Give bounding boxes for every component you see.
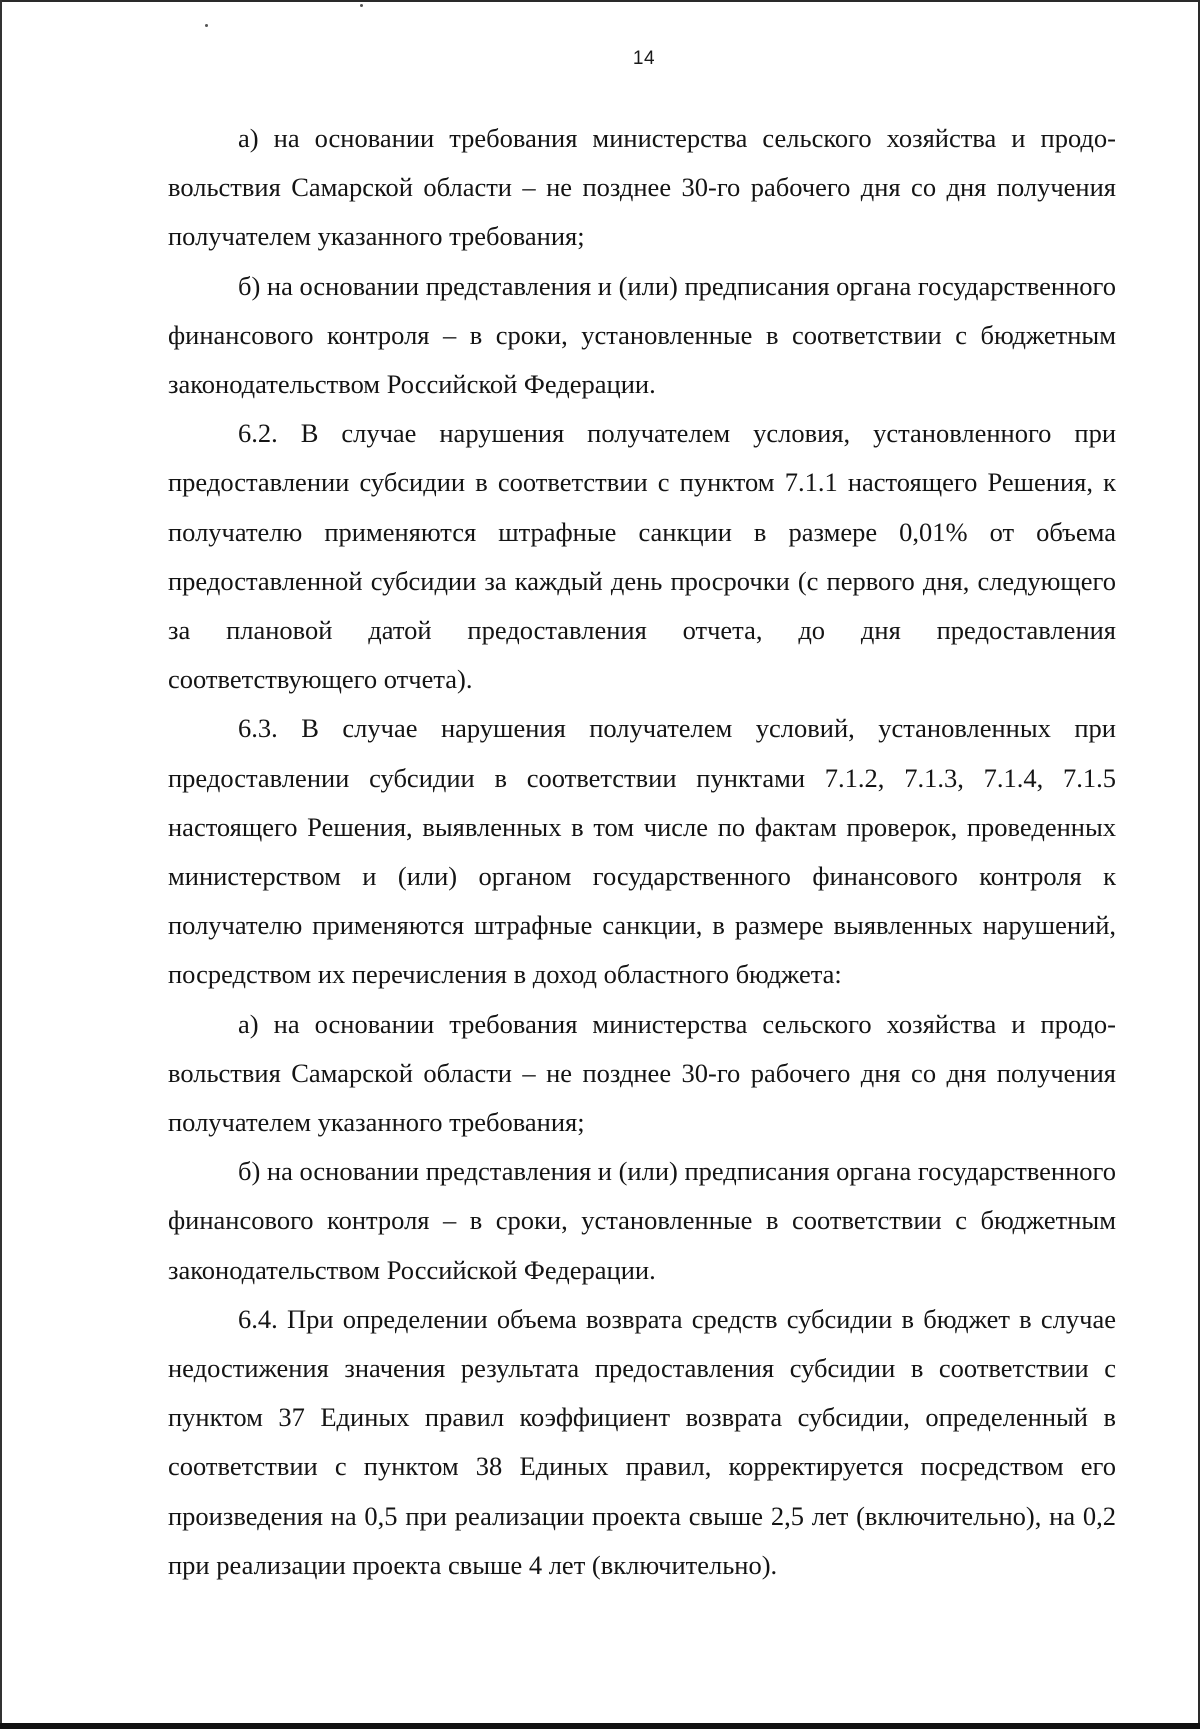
scan-border-left	[0, 0, 2, 1729]
paragraph-6-3-b: б) на основании представления и (или) предписания органа государственного финансового контроля – в сроки, установленные в соответствии с бюджетным законодательством Российской Федерации.	[168, 1156, 1117, 1285]
document-body	[168, 114, 1116, 1590]
paragraph-6-3: 6.3. В случае нарушения получателем условий, установленных при предоставлении субсидии в соответствии пунктами 7.1.2, 7.1.3, 7.1.4, 7.1.5 настоящего Решения, выявленных в том числе по фактам проверок, проведенных министерством и (или) органом государственного финансового контроля к получателю применяются штрафные санкции, в размере выявленных нарушений, посредством их перечисления в доход областного бюджета:	[168, 713, 1116, 990]
scan-speck	[205, 24, 208, 27]
scan-border-bottom	[0, 1723, 1200, 1729]
page-number: 14	[632, 48, 656, 69]
scan-speck	[360, 4, 363, 7]
scan-border-top	[0, 0, 1200, 2]
paragraph-6-1-b: б) на основании представления и (или) предписания органа государственного финансового контроля – в сроки, установленные в соответствии с бюджетным законодательством Российской Федерации.	[168, 270, 1117, 400]
paragraph-6-2: 6.2. В случае нарушения получателем условия, установленного при предоставлении субсидии в соответствии с пунктом 7.1.1 настоящего Решения, к получателю применяются штрафные санкции в размере 0,01% от объема предоставленной субсидии за каждый день просрочки (с первого дня, следующего за плановой датой предоставления отчета, до дня предоставления соответствующего отчета).	[168, 418, 1116, 695]
paragraph-6-3-a: а) на основании требования министерства сельского хозяйства и продовольствия Самарской области – не позднее 30-го рабочего дня со дня получения получателем указанного требования;	[168, 1008, 1116, 1138]
paragraph-6-4: 6.4. При определении объема возврата средств субсидии в бюджет в случае недостижения значения результата предоставления субсидии в соответствии с пунктом 37 Единых правил коэффициент возврата субсидии, определенный в соответствии с пунктом 38 Единых правил, корректируется посредством его произведения на 0,5 при реализации проекта свыше 2,5 лет (включительно), на 0,2 при реализации проекта свыше 4 лет (включительно).	[168, 1303, 1116, 1580]
paragraph-6-1-a: а) на основании требования министерства сельского хозяйства и продовольствия Самарской области – не позднее 30-го рабочего дня со дня получения получателем указанного требования;	[168, 123, 1116, 252]
